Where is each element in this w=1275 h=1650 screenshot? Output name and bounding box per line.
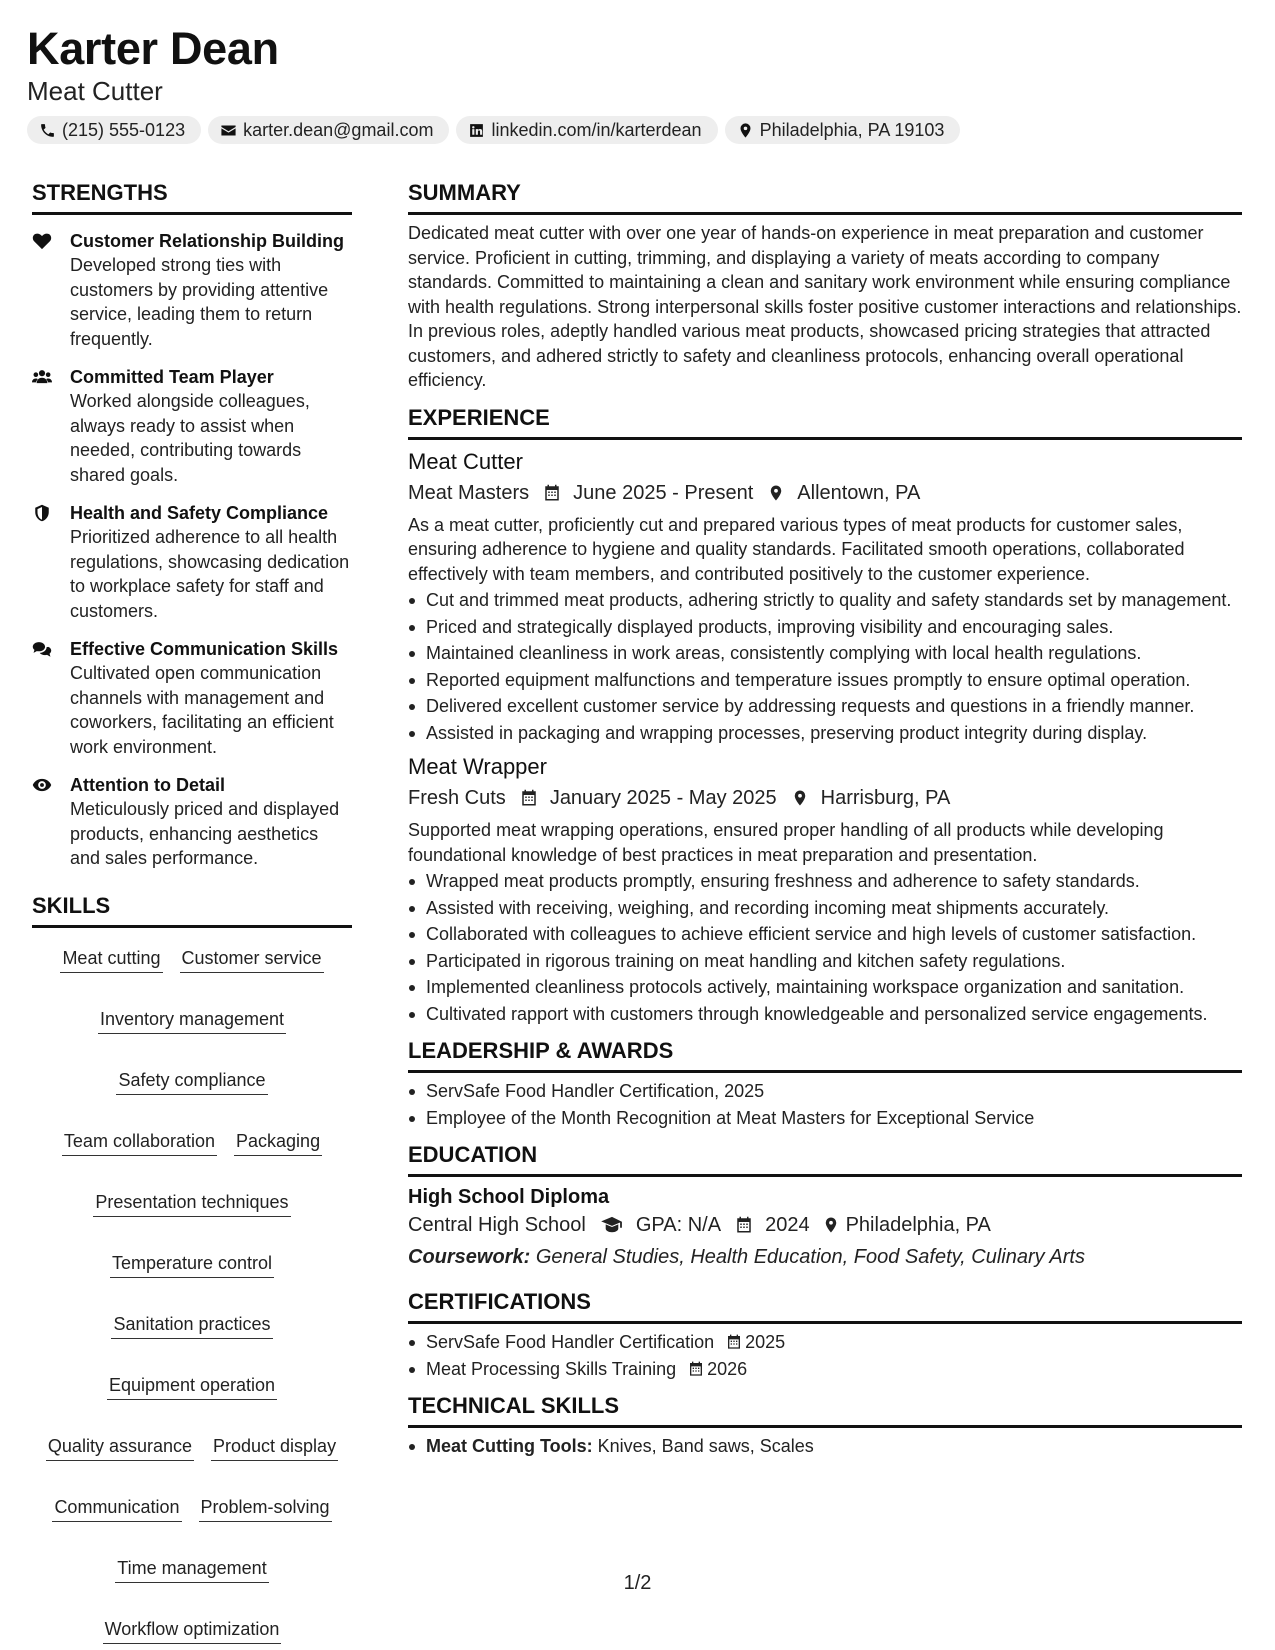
certifications-heading: CERTIFICATIONS — [408, 1289, 1242, 1324]
strength-title: Committed Team Player — [70, 367, 274, 387]
job-company: Meat Masters — [408, 481, 530, 504]
job-bullet: Collaborated with colleagues to achieve efficient service and high levels of customer satisfaction. — [408, 922, 1242, 947]
education-degree: High School Diploma — [408, 1186, 610, 1208]
skill-tag: Sanitation practices — [111, 1312, 272, 1339]
job-bullet: Cut and trimmed meat products, adhering strictly to quality and safety standards set by management. — [408, 588, 1242, 613]
users-icon — [32, 368, 52, 386]
job-bullet: Maintained cleanliness in work areas, consistently complying with local health regulations. — [408, 641, 1242, 666]
job-dates: June 2025 - Present — [573, 481, 754, 504]
skills-heading: SKILLS — [32, 893, 352, 928]
heart-icon — [32, 232, 52, 250]
skill-tag: Workflow optimization — [103, 1617, 282, 1644]
skill-tag: Communication — [52, 1495, 181, 1522]
certification-name: Meat Processing Skills Training — [426, 1358, 677, 1379]
contact-email[interactable] — [208, 116, 449, 144]
certification-year: 2026 — [707, 1358, 748, 1379]
strength-title: Health and Safety Compliance — [70, 503, 329, 523]
technical-skill-label: Meat Cutting Tools: — [426, 1436, 593, 1456]
job-location: Allentown, PA — [797, 481, 921, 504]
technical-skills-heading: TECHNICAL SKILLS — [408, 1393, 1242, 1428]
education-heading: EDUCATION — [408, 1142, 1242, 1177]
strength-desc: Prioritized adherence to all health regulations, showcasing dedication to workplace safety for staff and customers. — [70, 527, 350, 621]
graduation-cap-icon — [600, 1216, 624, 1234]
job-description: Supported meat wrapping operations, ensured proper handling of all products while developing foundational knowledge of best practices in meat preparation and presentation. — [408, 820, 1164, 865]
job-bullet: Assisted with receiving, weighing, and recording incoming meat shipments accurately. — [408, 896, 1242, 921]
award-item: Employee of the Month Recognition at Meat Masters for Exceptional Service — [408, 1106, 1242, 1131]
job-entry — [408, 753, 1242, 1026]
contact-linkedin[interactable] — [456, 116, 717, 144]
skill-tag: Product display — [211, 1434, 338, 1461]
strength-desc: Worked alongside colleagues, always ready to assist when needed, contributing towards shared goals. — [70, 391, 310, 485]
shield-icon — [32, 504, 52, 522]
strength-title: Customer Relationship Building — [70, 231, 345, 251]
technical-skill-value: Knives, Band saws, Scales — [597, 1436, 814, 1456]
comments-icon — [32, 640, 52, 658]
skills-list — [32, 946, 352, 1644]
map-pin-icon — [737, 122, 754, 139]
strength-desc: Developed strong ties with customers by providing attentive service, leading them to return frequently. — [70, 255, 329, 349]
eye-icon — [32, 776, 52, 794]
strengths-heading: STRENGTHS — [32, 180, 352, 215]
calendar-icon — [543, 484, 561, 502]
skill-tag: Inventory management — [98, 1007, 286, 1034]
contact-location — [725, 116, 961, 144]
page-number: 1/2 — [623, 1572, 652, 1594]
summary-text: Dedicated meat cutter with over one year of hands-on experience in meat preparation and customer service. Proficient in cutting, trimming, and displaying a variety of meats according to company standards. Committed to maintaining a clean and sanitary work environment while ensuring compliance with health regulations. Strong interpersonal skills foster positive customer interactions and relationships. In previous roles, adeptly handled various meat products, showcased pricing strategies that attracted customers, and adhered strictly to safety and cleanliness protocols, enhancing overall operational efficiency. — [408, 223, 1242, 390]
education-gpa: GPA: N/A — [635, 1214, 722, 1236]
strength-item — [32, 229, 352, 351]
strength-title: Attention to Detail — [70, 775, 225, 795]
technical-skills-list — [408, 1434, 1242, 1459]
certification-item — [408, 1357, 1242, 1382]
strength-item — [32, 365, 352, 487]
linkedin-icon — [468, 122, 485, 139]
certification-item — [408, 1330, 1242, 1355]
summary-heading: SUMMARY — [408, 180, 1242, 215]
resume-header — [27, 22, 1247, 144]
job-title: Meat Cutter — [408, 448, 523, 474]
strength-desc: Cultivated open communication channels with management and coworkers, facilitating an efficient work environment. — [70, 663, 334, 757]
job-meta — [408, 784, 1242, 812]
job-company: Fresh Cuts — [408, 787, 506, 809]
job-bullets — [408, 588, 1242, 745]
job-description: As a meat cutter, proficiently cut and prepared various types of meat products for customer sales, ensuring adherence to hygiene and quality standards. Facilitated smooth operations, collaborated effectively with team members, and contributed positively to the customer experience. — [408, 514, 1185, 584]
contact-bar — [27, 116, 1247, 144]
experience-heading: EXPERIENCE — [408, 405, 1242, 440]
phone-icon — [39, 122, 56, 139]
contact-linkedin-text: linkedin.com/in/karterdean — [491, 119, 702, 140]
coursework-label: Coursework: — [408, 1246, 531, 1268]
calendar-icon — [726, 1334, 742, 1350]
job-bullet: Delivered excellent customer service by addressing requests and questions in a friendly manner. — [408, 694, 1242, 719]
job-bullets — [408, 869, 1242, 1026]
contact-email-text: karter.dean@gmail.com — [243, 119, 434, 140]
skill-tag: Safety compliance — [116, 1068, 267, 1095]
education-coursework — [408, 1243, 1242, 1271]
job-dates: January 2025 - May 2025 — [549, 787, 777, 809]
calendar-icon — [520, 789, 538, 807]
job-title: Meat Wrapper — [408, 754, 547, 779]
contact-location-text: Philadelphia, PA 19103 — [759, 119, 945, 140]
strength-title: Effective Communication Skills — [70, 639, 339, 659]
skill-tag: Equipment operation — [107, 1373, 277, 1400]
certification-name: ServSafe Food Handler Certification — [426, 1332, 715, 1352]
envelope-icon — [220, 122, 237, 139]
education-entry — [408, 1183, 1242, 1271]
awards-list — [408, 1079, 1242, 1130]
candidate-role: Meat Cutter — [27, 76, 163, 106]
calendar-icon — [688, 1361, 704, 1377]
job-bullet: Reported equipment malfunctions and temperature issues promptly to ensure optimal operation. — [408, 668, 1242, 693]
job-location: Harrisburg, PA — [820, 787, 951, 809]
map-pin-icon — [822, 1216, 840, 1234]
contact-phone[interactable] — [27, 116, 201, 144]
strength-item — [32, 637, 352, 759]
job-meta — [408, 479, 1242, 507]
awards-heading: LEADERSHIP & AWARDS — [408, 1038, 1242, 1073]
job-bullet: Wrapped meat products promptly, ensuring freshness and adherence to safety standards. — [408, 869, 1242, 894]
job-bullet: Participated in rigorous training on meat handling and kitchen safety regulations. — [408, 949, 1242, 974]
education-meta — [408, 1211, 1242, 1239]
skill-tag: Customer service — [180, 946, 324, 973]
certification-year: 2025 — [745, 1332, 786, 1352]
job-bullet: Implemented cleanliness protocols actively, maintaining workspace organization and sanitation. — [408, 975, 1242, 1000]
skill-tag: Time management — [115, 1556, 268, 1583]
strength-desc: Meticulously priced and displayed products, enhancing aesthetics and sales performance. — [70, 799, 340, 868]
skill-tag: Packaging — [234, 1129, 322, 1156]
candidate-name: Karter Dean — [27, 23, 279, 74]
strength-item — [32, 501, 352, 623]
calendar-icon — [735, 1216, 753, 1234]
job-bullet: Assisted in packaging and wrapping processes, preserving product integrity during display. — [408, 721, 1242, 746]
strength-item — [32, 773, 352, 871]
right-column — [408, 180, 1242, 1459]
job-bullet: Cultivated rapport with customers through knowledgeable and personalized service engagements. — [408, 1002, 1242, 1027]
skill-tag: Meat cutting — [60, 946, 162, 973]
technical-skill-item — [408, 1434, 1242, 1459]
job-bullet: Priced and strategically displayed products, improving visibility and encouraging sales. — [408, 615, 1242, 640]
award-item: ServSafe Food Handler Certification, 2025 — [408, 1079, 1242, 1104]
education-year: 2024 — [765, 1214, 810, 1236]
skill-tag: Quality assurance — [46, 1434, 194, 1461]
map-pin-icon — [767, 484, 785, 502]
skill-tag: Presentation techniques — [93, 1190, 290, 1217]
skill-tag: Temperature control — [110, 1251, 274, 1278]
skill-tag: Problem-solving — [199, 1495, 332, 1522]
map-pin-icon — [791, 789, 809, 807]
education-location: Philadelphia, PA — [845, 1214, 991, 1236]
left-column — [32, 180, 352, 1644]
education-school: Central High School — [408, 1214, 586, 1236]
certifications-list — [408, 1330, 1242, 1381]
job-entry — [408, 448, 1242, 746]
coursework-text: General Studies, Health Education, Food Safety, Culinary Arts — [535, 1246, 1085, 1268]
contact-phone-text: (215) 555-0123 — [62, 119, 186, 140]
skill-tag: Team collaboration — [62, 1129, 217, 1156]
